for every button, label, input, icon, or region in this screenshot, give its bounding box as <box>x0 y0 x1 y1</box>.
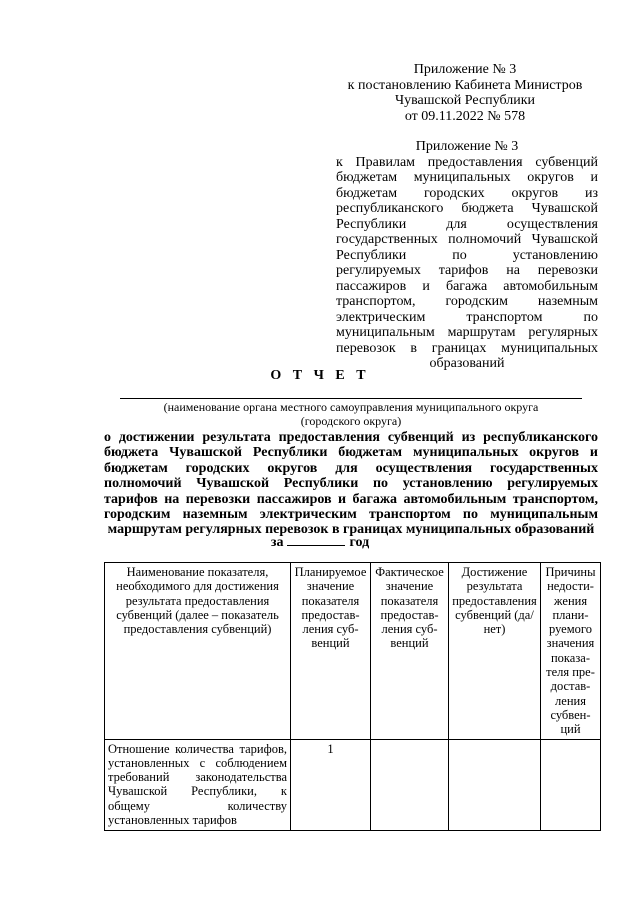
appendix-header <box>330 62 600 124</box>
appendix-rules-text: к Правилам предоставления субвенций бюджетам муниципальных округов и бюджетам городских округов из республиканского бюджета Чувашской Республики для осуществления государственных полномочий Чувашской Республики по установлению регулируемых тарифов на перевозки пассажиров и багажа автомобильным транспортом, городским наземным электрическим транспортом по муниципальным маршрутам регулярных перевозок в границах муниципальных образований <box>336 154 598 371</box>
report-table <box>104 562 601 831</box>
column-header-achieved: Достижение результата предоставления субвенций (да/нет) <box>449 563 541 740</box>
appendix-header-line: Чувашской Республики <box>394 93 536 108</box>
period-suffix: год <box>349 535 370 550</box>
column-header-planned: Планируемое значение показателя предостав-ления суб-венций <box>291 563 371 740</box>
cell-actual <box>371 739 449 830</box>
column-header-reasons: Причины недости-жения плани-руемого значения показа-теля пре-достав-ления субвен-ций <box>541 563 601 740</box>
report-period <box>0 533 640 551</box>
cell-achieved <box>449 739 541 830</box>
appendix-header-line: от 09.11.2022 № 578 <box>404 108 526 124</box>
report-title: О Т Ч Е Т <box>270 368 370 383</box>
cell-planned: 1 <box>291 739 371 830</box>
appendix-header-line: Приложение № 3 <box>413 62 517 77</box>
cell-reasons <box>541 739 601 830</box>
appendix-rules-block <box>336 139 598 372</box>
appendix-header-line: к постановлению Кабинета Министров <box>347 77 583 93</box>
org-caption-line: (наименование органа местного самоуправления муниципального округа <box>163 400 539 414</box>
period-prefix: за <box>270 535 284 550</box>
period-year-blank <box>287 533 345 546</box>
appendix-rules-title: Приложение № 3 <box>415 139 519 154</box>
column-header-indicator: Наименование показателя, необходимого для достижения результата предоставления субвенций (далее – показатель предоставления субвенций) <box>105 563 291 740</box>
org-name-caption <box>120 400 582 428</box>
table-header-row <box>105 563 601 740</box>
org-name-blank-line <box>120 398 582 399</box>
org-caption-line: (городского округа) <box>300 414 402 428</box>
table-row <box>105 739 601 830</box>
column-header-actual: Фактическое значение показателя предостав-ления суб-венций <box>371 563 449 740</box>
report-subject: о достижении результата предоставления субвенций из республиканского бюджета Чувашской Республики бюджетам муниципальных округов и бюджетам городских округов для осуществления государственных полномочий Чувашской Республики по установлению регулируемых тарифов на перевозки пассажиров и багажа автомобильным транспортом, городским наземным электрическим транспортом по муниципальным маршрутам регулярных перевозок в границах муниципальных образований <box>104 430 598 538</box>
cell-indicator: Отношение количества тарифов, установленных с соблюдением требований законодательства Чувашской Республики, к общему количеству установленных тарифов <box>105 739 291 830</box>
